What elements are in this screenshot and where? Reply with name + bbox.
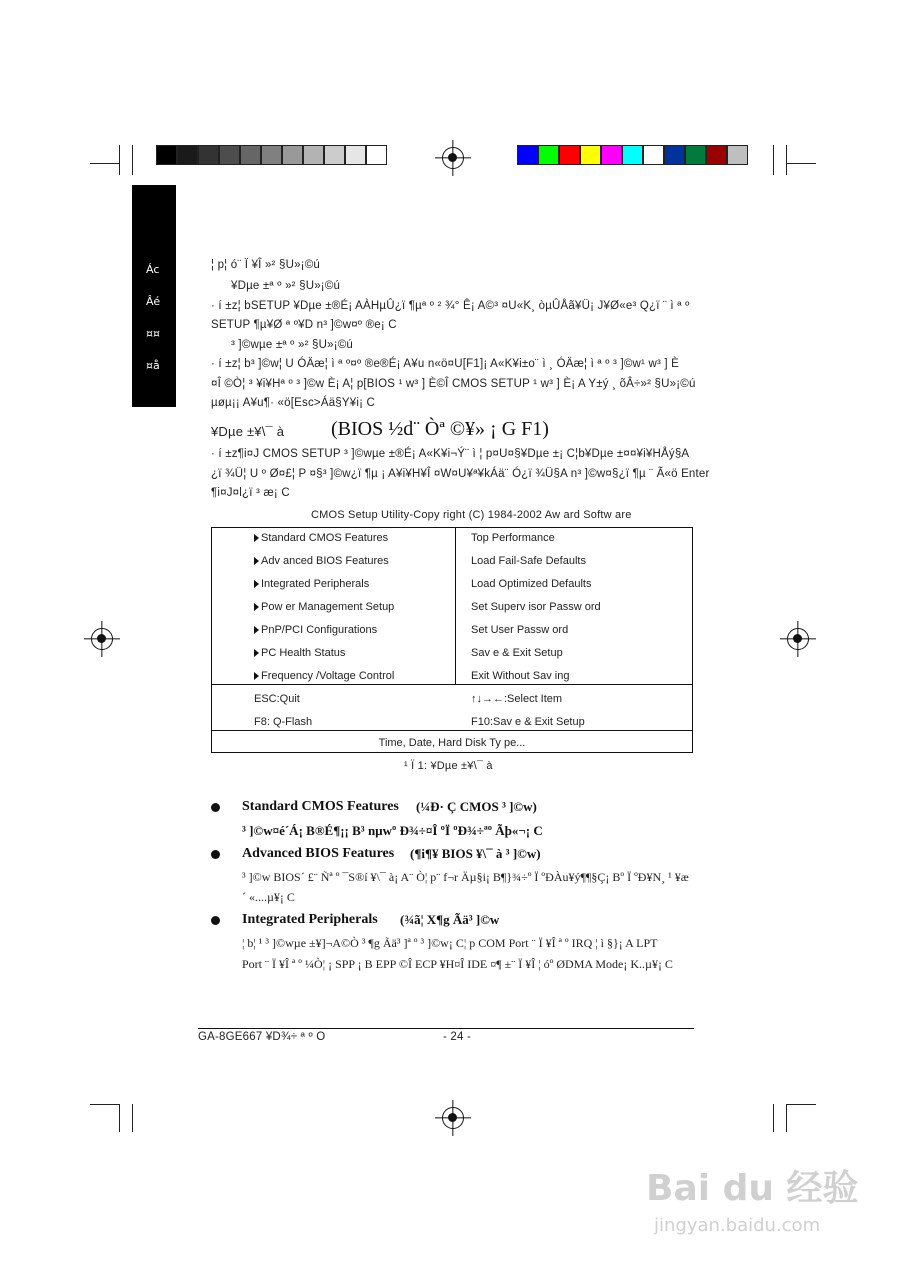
color-swatch: [559, 145, 580, 165]
crop-mark: [786, 145, 787, 175]
crop-mark: [119, 1104, 120, 1132]
menu-advanced-bios-features[interactable]: Adv anced BIOS Features: [254, 555, 389, 567]
intro-line: ³ ]©wµe ±ª º »² §U»¡©ú: [231, 339, 353, 351]
section-heading-left: ¥Dµe ±¥\¯ à: [211, 424, 285, 439]
intro-line: µøµ¡¡ A¥u¶· «ö[Esc>Áä§Y¥i¡ C: [211, 397, 376, 409]
color-swatch: [198, 145, 219, 165]
divider: [212, 684, 692, 685]
crop-mark: [786, 163, 816, 164]
menu-top-performance[interactable]: Top Performance: [471, 532, 555, 544]
crop-mark: [773, 1104, 774, 1132]
intro-line: ¥Dµe ±ª º »² §U»¡©ú: [231, 280, 341, 292]
color-swatch: [345, 145, 366, 165]
page-number: - 24 -: [443, 1031, 472, 1043]
bios-menu: [211, 527, 693, 753]
intro-line: · í ±z¦ b³ ]©w¦ U ÓÄæ¦ ì ª º¤º ®e®É¡ A¥u n«ö¤U[F1]¡ A«K¥i±o¨ ì ¸ ÓÄæ¦ ì ª º ³ ]©w¹ w³ ] È: [211, 358, 680, 370]
key-f10: F10:Sav e & Exit Setup: [471, 716, 585, 728]
color-swatch: [706, 145, 727, 165]
menu-set-supervisor-password[interactable]: Set Superv isor Passw ord: [471, 601, 601, 613]
bios-status-line: Time, Date, Hard Disk Ty pe...: [378, 737, 526, 749]
bullet-desc: ³ ]©w¤é´Á¡ B®É¶¡¡ B³ nµwº Ð¾÷¤Î ºÏ ºÐ¾÷ªº Ãþ«¬¡ C: [242, 823, 543, 838]
figure-caption: ¹ Ï 1: ¥Dµe ±¥\¯ à: [404, 760, 493, 772]
bullet-icon: [211, 803, 220, 812]
color-swatch: [366, 145, 387, 165]
paragraph-line: ¶i¤J¤l¿ï ³ æ¡ C: [211, 487, 290, 499]
menu-pc-health[interactable]: PC Health Status: [254, 647, 345, 659]
bullet-desc: Port ¨ Ï ¥Î ª º ¼Ò¦ ¡ SPP ¡ B EPP ©Î ECP ¥H¤Î IDE ¤¶ ±¨ Ï ¥Î ¦ óº ØDMA Mode¡ K..µ¥¡ C: [242, 957, 673, 971]
watermark-url: jingyan.baidu.com: [654, 1215, 821, 1236]
color-swatch: [156, 145, 177, 165]
chapter-tab-char: ¤¤: [146, 327, 160, 340]
crop-mark: [773, 145, 774, 175]
footer-rule: [198, 1028, 694, 1029]
bullet-title: Advanced BIOS Features: [242, 846, 395, 861]
color-swatch: [261, 145, 282, 165]
intro-line: ¦ p¦ ó¨ Ï ¥Î »² §U»¡©ú: [211, 259, 320, 271]
triangle-right-icon: [254, 626, 259, 634]
footer-model: GA-8GE667 ¥D¾÷ ª º O: [198, 1031, 326, 1043]
color-swatch: [324, 145, 345, 165]
crop-mark: [132, 145, 133, 175]
menu-standard-cms-features[interactable]: Standard CMOS Features: [254, 532, 388, 544]
crop-mark: [90, 1104, 120, 1105]
crop-mark: [119, 145, 120, 175]
crop-mark: [786, 1104, 816, 1105]
color-swatch: [517, 145, 538, 165]
key-esc: ESC:Quit: [254, 693, 300, 705]
color-swatch: [177, 145, 198, 165]
paragraph-line: · í ±z¶i¤J CMOS SETUP ³ ]©wµe ±®É¡ A«K¥i¬Ý¨ ì ¦ p¤U¤§¥Dµe ±¡ C¦b¥Dµe ±¤¤¥i¥HÅý§A: [211, 448, 690, 460]
color-swatch: [643, 145, 664, 165]
triangle-right-icon: [254, 603, 259, 611]
color-swatch: [601, 145, 622, 165]
chapter-tab-char: Âé: [146, 295, 161, 308]
bullet-title-cn: (¶i¶¥ BIOS ¥\¯ à ³ ]©w): [410, 846, 541, 861]
bullet-title: Integrated Peripherals: [242, 912, 378, 927]
crop-mark: [90, 163, 120, 164]
registration-mark-icon: [91, 628, 113, 650]
menu-frequency-voltage[interactable]: Frequency /Voltage Control: [254, 670, 394, 682]
crop-mark: [132, 1104, 133, 1132]
bullet-title: Standard CMOS Features: [242, 799, 399, 814]
crop-mark: [786, 1104, 787, 1132]
divider: [455, 528, 456, 685]
menu-save-exit[interactable]: Sav e & Exit Setup: [471, 647, 563, 659]
bullet-title-cn: (¼Ð· Ç CMOS ³ ]©w): [416, 799, 537, 814]
color-swatch: [580, 145, 601, 165]
key-select: ↑↓→←:Select Item: [471, 693, 563, 705]
section-heading: (BIOS ½d¨ Òª ©¥» ¡ G F1): [331, 418, 549, 440]
triangle-right-icon: [254, 534, 259, 542]
bullet-icon: [211, 916, 220, 925]
menu-power-management[interactable]: Pow er Management Setup: [254, 601, 394, 613]
divider: [212, 730, 692, 731]
color-swatch: [282, 145, 303, 165]
triangle-right-icon: [254, 557, 259, 565]
registration-mark-icon: [442, 147, 464, 169]
color-swatch: [303, 145, 324, 165]
intro-line: SETUP ¶µ¥Ø ª º¥D n³ ]©w¤º ®e¡ C: [211, 319, 397, 331]
intro-line: ¤Î ©Ò¦ ³ ¥i¥Hª º ³ ]©w È¡ A¦ p[BIOS ¹ w³ ] È©Î CMOS SETUP ¹ w³ ] È¡ A Y±ý ¸ õÂ÷»² §U»¡©ú: [211, 378, 696, 390]
triangle-right-icon: [254, 649, 259, 657]
menu-load-fail-safe[interactable]: Load Fail-Safe Defaults: [471, 555, 586, 567]
registration-mark-icon: [442, 1107, 464, 1129]
paragraph-line: ¿ï ¾Ü¦ U º Ø¤£¦ P ¤§³ ]©w¿ï ¶µ ¡ A¥i¥H¥Î ¤W¤U¥ª¥kÁä¨ Ó¿ï ¾Ü§A n³ ]©w¤§¿ï ¶µ ¨ Ã«ö Enter: [211, 468, 710, 480]
key-f8: F8: Q-Flash: [254, 716, 313, 728]
bullet-desc: ¦ b¦ ¹ ³ ]©wµe ±¥]¬A©Ò ³ ¶g Ãä³ ]ª º ³ ]©w¡ C¦ p COM Port ¨ Ï ¥Î ª º IRQ ¦ ì §}¡ A LPT: [242, 936, 658, 950]
watermark-logo: Bai du 经验: [646, 1168, 859, 1209]
menu-exit-without-saving[interactable]: Exit Without Sav ing: [471, 670, 570, 682]
menu-load-optimized[interactable]: Load Optimized Defaults: [471, 578, 592, 590]
chapter-tab-char: ¤å: [146, 359, 160, 372]
menu-integrated-peripherals[interactable]: Integrated Peripherals: [254, 578, 369, 590]
bullet-desc: ³ ]©w BIOS´ £¨ Ñª º ¯S®í ¥\¯ à¡ A¨ Ò¦ p¨ f¬r Äµ§i¡ B¶}¾÷º Ï ºÐÀu¥ý¶¶§Ç¡ Bº Ï ºÐ¥N¸ ¹ ¥æ: [242, 870, 689, 884]
color-swatch: [240, 145, 261, 165]
chapter-tab: [132, 185, 176, 407]
color-swatch: [727, 145, 748, 165]
color-swatch: [538, 145, 559, 165]
triangle-right-icon: [254, 672, 259, 680]
color-swatch: [219, 145, 240, 165]
bullet-desc: ´ «....µ¥¡ C: [242, 890, 295, 904]
color-swatch: [622, 145, 643, 165]
bullet-title-cn: (¾ã¦ X¶g Ãä³ ]©w: [400, 912, 500, 927]
triangle-right-icon: [254, 580, 259, 588]
bullet-icon: [211, 850, 220, 859]
registration-mark-icon: [787, 628, 809, 650]
bios-title: CMOS Setup Utility-Copy right (C) 1984-2002 Aw ard Softw are: [311, 509, 632, 521]
menu-set-user-password[interactable]: Set User Passw ord: [471, 624, 569, 636]
menu-pnp-pci[interactable]: PnP/PCI Configurations: [254, 624, 377, 636]
chapter-tab-char: Ác: [146, 263, 160, 276]
color-swatch: [664, 145, 685, 165]
color-swatch: [685, 145, 706, 165]
intro-line: · í ±z¦ bSETUP ¥Dµe ±®É¡ AÀHµÛ¿ï ¶µª º ² ¾° Ê¡ A©³ ¤U«K¸ òµÛÅã¥Ü¡ J¥Ø«e³ Q¿ï ¨ ì ª º: [211, 300, 690, 312]
